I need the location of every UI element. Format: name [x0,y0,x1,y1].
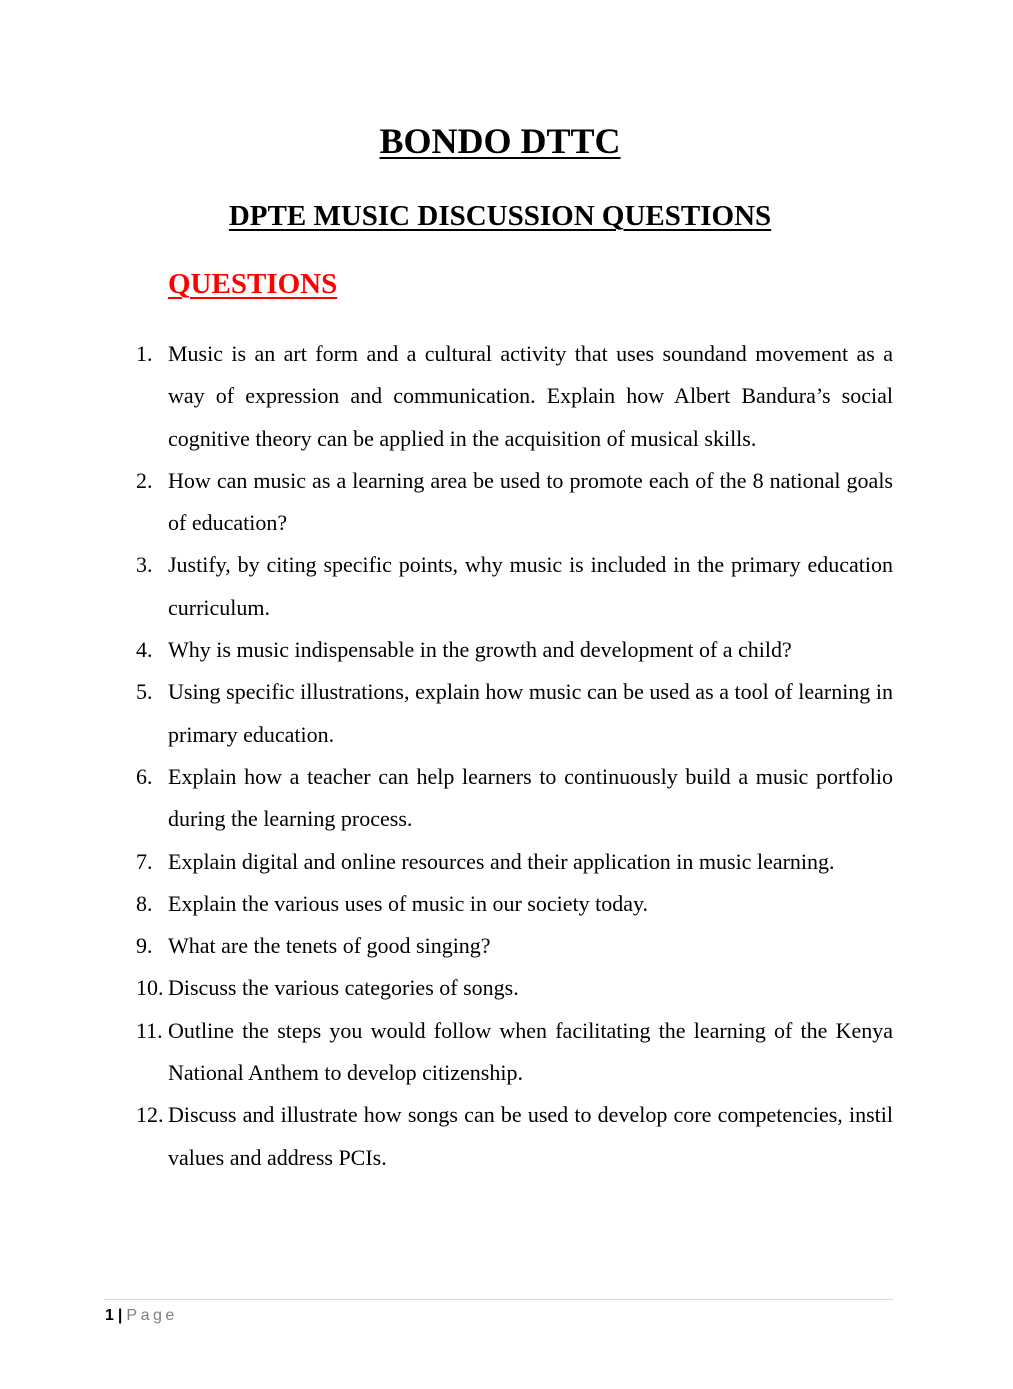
question-number: 8. [136,890,153,916]
question-text: Outline the steps you would follow when facilitating the learning of the Kenya National Anthem to develop citizenship. [168,1017,893,1086]
question-number: 3. [136,552,153,578]
page-number: 1 [105,1307,114,1324]
question-item [136,333,893,460]
question-item [136,756,893,841]
question-number: 2. [136,467,153,493]
section-heading-questions: QUESTIONS [168,268,338,300]
document-subtitle: DPTE MUSIC DISCUSSION QUESTIONS [228,200,772,232]
footer-separator: | [117,1307,123,1324]
document-title: BONDO DTTC [379,121,621,161]
question-item [136,629,893,671]
question-number: 5. [136,679,153,705]
question-item [136,883,893,925]
question-number: 9. [136,933,153,959]
question-text: Justify, by citing specific points, why music is included in the primary education curriculum. [168,552,893,620]
question-item [136,1094,893,1179]
question-text: Music is an art form and a cultural activity that uses soundand movement as a way of expression and communication. Explain how Albert Bandura’s social cognitive theory can be applied in the acquisition of musical skills. [168,341,893,451]
question-text: How can music as a learning area be used to promote each of the 8 national goals of education? [168,467,893,536]
question-number: 12. [136,1102,164,1128]
question-item [136,1010,893,1095]
footer-divider [104,1299,893,1300]
question-number: 1. [136,341,153,366]
question-text: Discuss the various categories of songs. [168,975,519,1001]
question-number: 10. [136,975,164,1001]
question-number: 4. [136,637,153,663]
question-item [136,967,893,1009]
question-text: What are the tenets of good singing? [168,933,491,959]
question-number: 11. [136,1017,163,1043]
question-item [136,460,893,545]
question-item [136,841,893,883]
question-number: 7. [136,848,153,874]
page-label: Page [126,1307,178,1324]
question-text: Explain how a teacher can help learners to continuously build a music portfolio during the learning process. [168,763,893,832]
question-item [136,671,893,756]
question-number: 6. [136,763,153,789]
question-text: Explain digital and online resources and their application in music learning. [168,848,835,874]
question-text: Discuss and illustrate how songs can be used to develop core competencies, instil values and address PCIs. [168,1102,893,1170]
question-item [136,925,893,967]
questions-list [136,333,893,1179]
question-text: Why is music indispensable in the growth and development of a child? [168,637,792,663]
question-text: Using specific illustrations, explain how music can be used as a tool of learning in primary education. [168,679,893,747]
page-footer [105,1305,178,1327]
question-item [136,544,893,629]
question-text: Explain the various uses of music in our society today. [168,890,649,916]
